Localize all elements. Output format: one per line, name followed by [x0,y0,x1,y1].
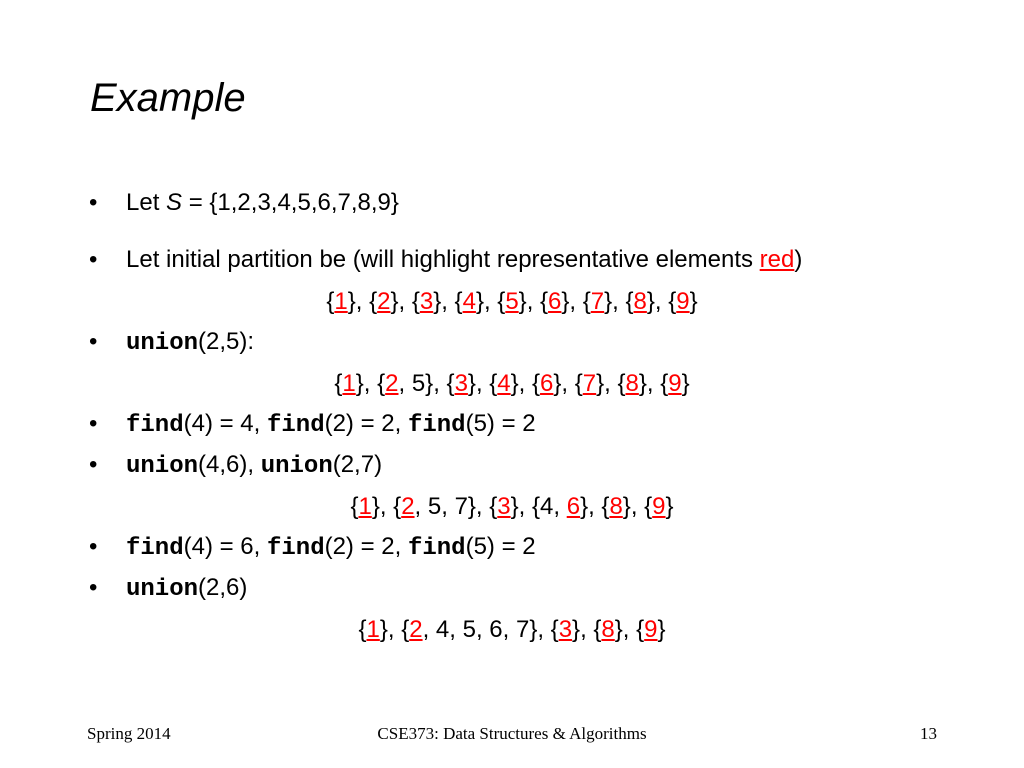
text-segment: (2) = 2, [324,533,408,560]
op-text [126,573,247,605]
text-segment: }, { [379,616,410,643]
representative-element: 8 [633,288,647,315]
op-text [126,409,536,441]
text-segment: { [334,370,343,397]
bullet-marker: • [89,451,98,478]
text-segment: }, { [553,370,583,397]
representative-element: 6 [540,370,554,397]
representative-element: 3 [454,370,468,397]
text-segment: (4) = 6, [183,533,267,560]
bullet-marker: • [89,533,98,560]
representative-element: 8 [625,370,639,397]
bullet-marker: • [89,189,98,216]
bullet-marker: • [89,328,98,355]
representative-element: 3 [558,616,573,643]
text-segment: { [358,616,367,643]
text-segment: }, { [580,493,610,520]
set-definition: = {1,2,3,4,5,6,7,8,9} [182,189,399,216]
text-segment: { [350,493,359,520]
text-segment: }, { [614,616,645,643]
text-segment: } [665,493,674,520]
representative-element: 2 [401,493,415,520]
operation-name: find [407,412,466,439]
operation-name: find [407,535,466,562]
text-segment: }, { [390,288,420,315]
op-text [126,532,536,564]
text-segment: }, {4, [510,493,567,520]
operation-name: find [126,535,184,562]
partition-text [334,370,689,397]
bullet-marker: • [89,574,98,601]
representative-element: 8 [609,493,623,520]
text-segment: }, { [604,288,634,315]
representative-element: 7 [582,370,597,397]
text-segment: (4) = 4, [183,410,267,437]
red-word: red [759,246,795,273]
representative-element: 1 [334,288,348,315]
text-segment: }, { [638,370,669,397]
partition-after-union-4-6-2-7 [0,492,1024,522]
representative-element: 9 [668,370,682,397]
text-segment: (5) = 2 [465,533,536,560]
partition-after-union-2-5 [0,369,1024,399]
representative-element: 8 [601,616,615,643]
text-segment: (2,7) [332,451,383,478]
text-segment: } [689,288,698,315]
text-segment: }, { [561,288,591,315]
bullet-text [126,245,802,275]
footer-course: CSE373: Data Structures & Algorithms [377,724,647,743]
text-segment: }, { [622,493,653,520]
bullet-text [126,188,399,218]
text-segment: }, { [596,370,626,397]
operation-name: find [266,535,325,562]
representative-element: 3 [419,288,434,315]
footer-page-number: 13 [920,724,937,743]
text-segment: , 5, 7}, { [414,493,498,520]
text-segment: }, { [475,288,506,315]
text-segment: }, { [347,288,378,315]
text-segment: { [326,288,335,315]
representative-element: 2 [385,370,399,397]
op-text [126,450,382,482]
representative-element: 6 [548,288,562,315]
partition-intro: Let initial partition be (will highlight representative elements [126,246,760,273]
partition-text [326,288,697,315]
representative-element: 9 [652,493,666,520]
representative-element: 9 [676,288,690,315]
text-segment: } [681,370,690,397]
representative-element: 1 [366,616,380,643]
text-segment: (2) = 2, [324,410,408,437]
text-segment: }, { [510,370,541,397]
text-segment: (5) = 2 [465,410,536,437]
partition-text [350,493,673,520]
representative-element: 4 [497,370,511,397]
text-segment: }, { [355,370,386,397]
bullet-marker: • [89,410,98,437]
text-segment: , 5}, { [398,370,455,397]
text-segment: }, { [646,288,677,315]
operation-name: union [126,453,199,480]
representative-element: 5 [505,288,519,315]
text-segment: (2,6) [198,574,248,601]
representative-element: 6 [566,493,581,520]
let-prefix: Let [126,189,167,216]
partition-initial [0,287,1024,317]
close-paren: ) [794,246,803,273]
set-variable: S [166,189,183,216]
text-segment: , 4, 5, 6, 7}, { [422,616,559,643]
representative-element: 4 [462,288,476,315]
operation-name: find [126,412,184,439]
partition-text [358,616,665,643]
text-segment: }, { [433,288,463,315]
representative-element: 1 [358,493,372,520]
operation-name: union [260,453,333,480]
slide-title: Example [90,76,246,120]
operation-name: union [126,576,199,603]
text-segment: } [657,616,666,643]
text-segment: }, { [371,493,402,520]
op-text [126,327,254,359]
representative-element: 9 [644,616,658,643]
bullet-marker: • [89,246,98,273]
operation-name: union [126,330,199,357]
representative-element: 7 [590,288,605,315]
text-segment: }, { [518,288,549,315]
representative-element: 1 [342,370,356,397]
text-segment: }, { [572,616,602,643]
representative-element: 2 [409,616,423,643]
representative-element: 2 [377,288,391,315]
text-segment: (2,5): [198,328,255,355]
text-segment: (4,6), [198,451,261,478]
representative-element: 3 [497,493,511,520]
operation-name: find [266,412,325,439]
footer-date: Spring 2014 [87,724,171,743]
partition-after-union-2-6 [0,615,1024,645]
text-segment: }, { [467,370,498,397]
